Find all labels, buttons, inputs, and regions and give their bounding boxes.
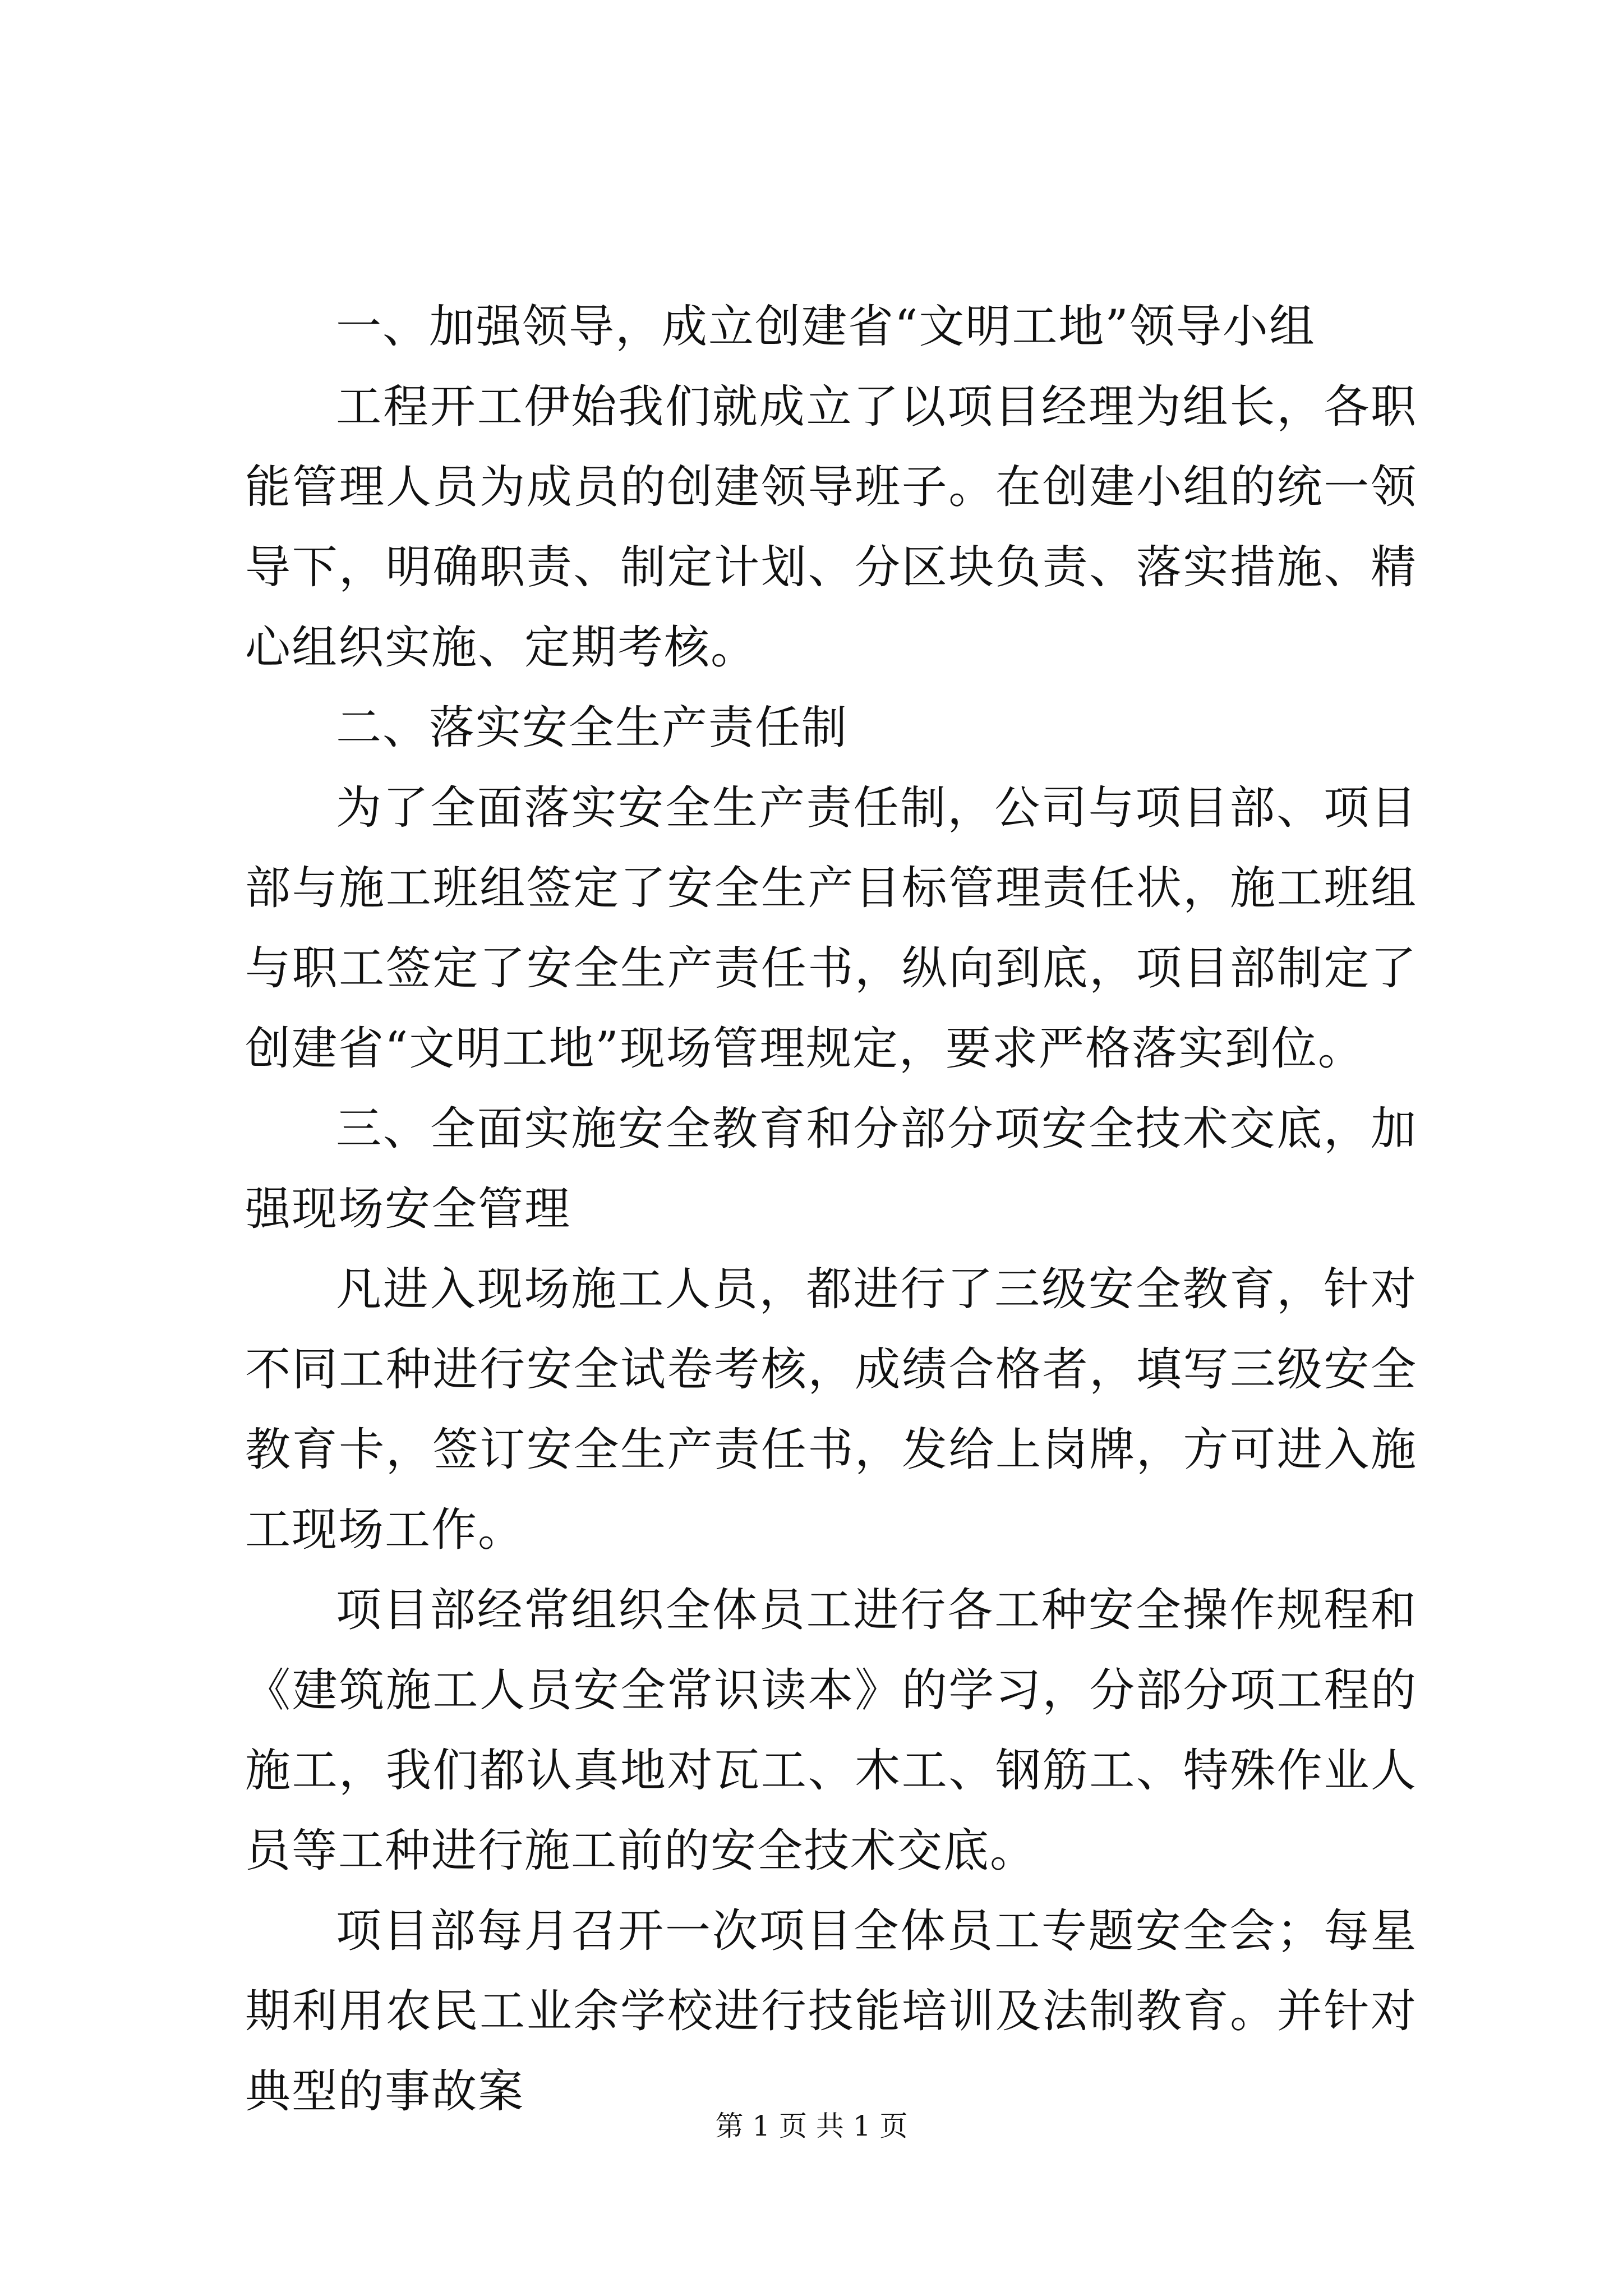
body-paragraph-4: 项目部经常组织全体员工进行各工种安全操作规程和《建筑施工人员安全常识读本》的学习，分部分项工程的施工，我们都认真地对瓦工、木工、钢筋工、特殊作业人员等工种进行施工前的安全技术交底。 bbox=[245, 1584, 1417, 1878]
page-number-footer: 第 1 页 共 1 页 bbox=[715, 2110, 908, 2142]
section-heading-3: 三、全面实施安全教育和分部分项安全技术交底，加强现场安全管理 bbox=[245, 1103, 1417, 1236]
section-heading-2: 二、落实安全生产责任制 bbox=[336, 702, 849, 754]
body-paragraph-1: 工程开工伊始我们就成立了以项目经理为组长，各职能管理人员为成员的创建领导班子。在创建小组的统一领导下，明确职责、制定计划、分区块负责、落实措施、精心组织实施、定期考核。 bbox=[245, 381, 1417, 674]
document-body bbox=[245, 287, 1417, 2132]
section-heading-1: 一、加强领导，成立创建省“文明工地”领导小组 bbox=[336, 301, 1316, 353]
body-paragraph-2: 为了全面落实安全生产责任制，公司与项目部、项目部与施工班组签定了安全生产目标管理责任状，施工班组与职工签定了安全生产责任书，纵向到底，项目部制定了创建省“文明工地”现场管理规定，要求严格落实到位。 bbox=[245, 782, 1417, 1075]
body-paragraph-5: 项目部每月召开一次项目全体员工专题安全会；每星期利用农民工业余学校进行技能培训及法制教育。并针对典型的事故案 bbox=[245, 1905, 1417, 2118]
body-paragraph-3: 凡进入现场施工人员，都进行了三级安全教育，针对不同工种进行安全试卷考核，成绩合格者，填写三级安全教育卡，签订安全生产责任书，发给上岗牌，方可进入施工现场工作。 bbox=[245, 1263, 1417, 1557]
